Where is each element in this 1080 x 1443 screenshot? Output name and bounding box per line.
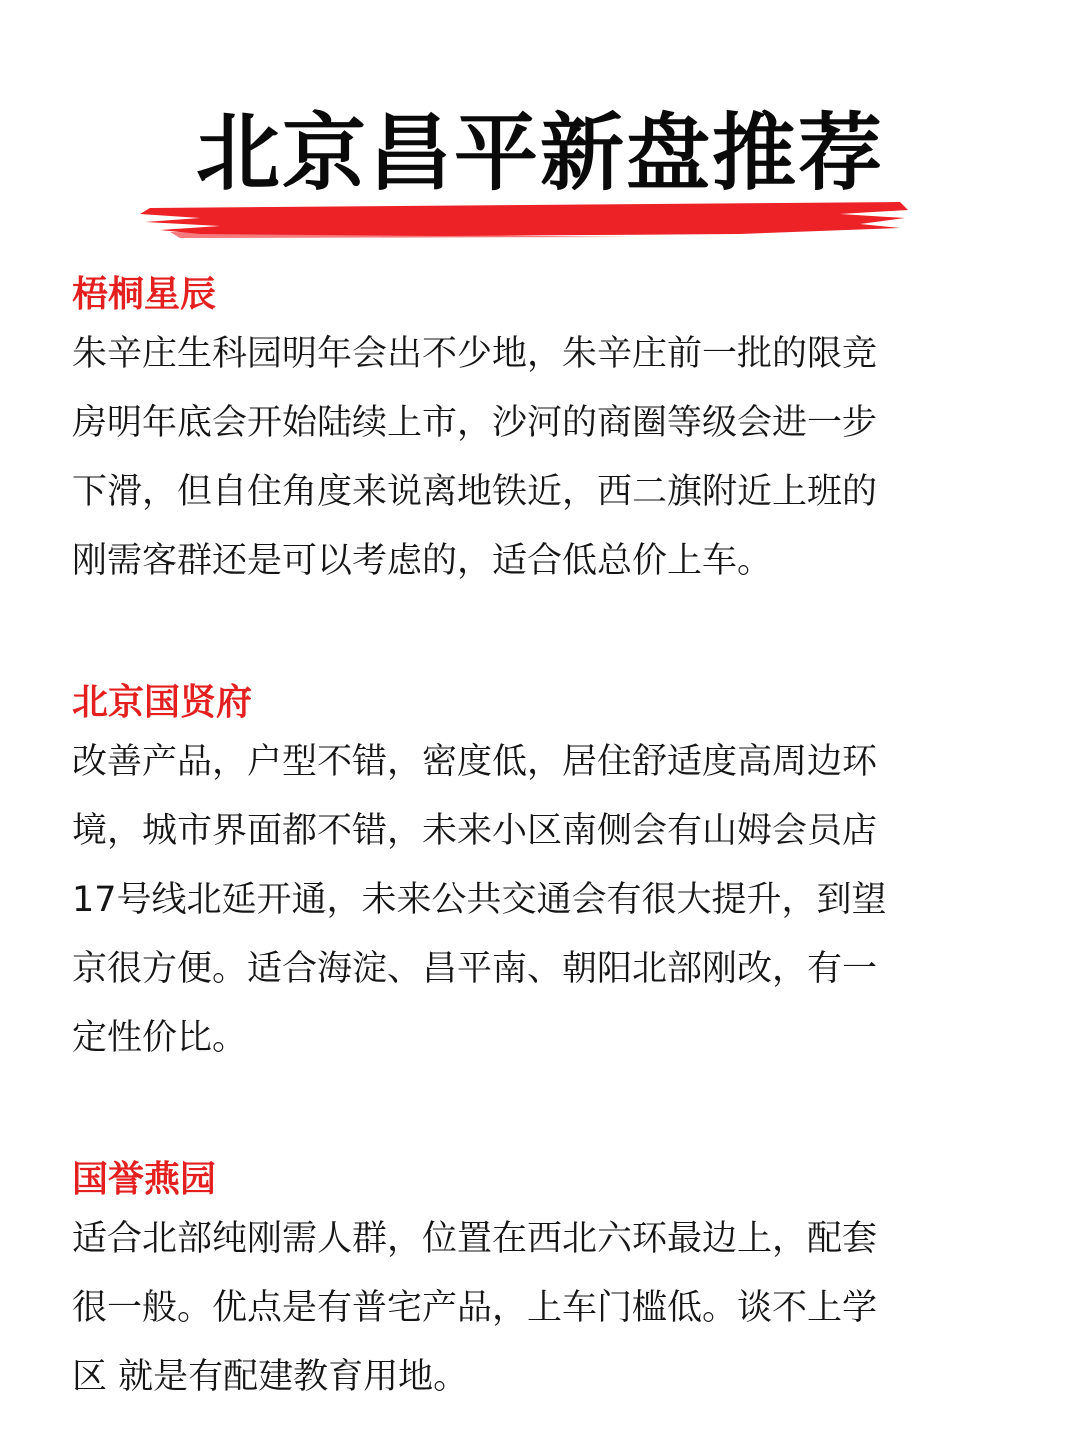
body-line: 境，城市界面都不错，未来小区南侧会有山姆会员店 — [72, 811, 878, 851]
section-heading: 梧桐星辰 — [72, 274, 217, 315]
body-line: 很一般。优点是有普宅产品，上车门槛低。谈不上学 — [72, 1288, 878, 1328]
body-line: 下滑，但自住角度来说离地铁近，西二旗附近上班的 — [72, 472, 878, 512]
body-line: 适合北部纯刚需人群，位置在西北六环最边上，配套 — [72, 1219, 878, 1259]
section-heading: 国誉燕园 — [72, 1159, 217, 1200]
section-heading: 北京国贤府 — [72, 682, 253, 723]
body-line: 区 就是有配建教育用地。 — [72, 1357, 469, 1397]
body-line: 定性价比。 — [72, 1018, 248, 1058]
section-guoyu-yanyuan — [72, 1155, 992, 1412]
body-line: 朱辛庄生科园明年会出不少地，朱辛庄前一批的限竞 — [72, 334, 878, 374]
section-wutong-xingchen — [72, 270, 992, 596]
body-line: 刚需客群还是可以考虑的，适合低总价上车。 — [72, 541, 773, 581]
body-line: 改善产品，户型不错，密度低，居住舒适度高周边环 — [72, 742, 878, 782]
body-line: 京很方便。适合海淀、昌平南、朝阳北部刚改，有一 — [72, 949, 878, 989]
page-title: 北京昌平新盘推荐 — [195, 104, 884, 202]
section-beijing-guoxianfu — [72, 678, 992, 1073]
body-line: 房明年底会开始陆续上市，沙河的商圈等级会进一步 — [72, 403, 878, 443]
body-line: 17号线北延开通，未来公共交通会有很大提升，到望 — [72, 880, 887, 920]
